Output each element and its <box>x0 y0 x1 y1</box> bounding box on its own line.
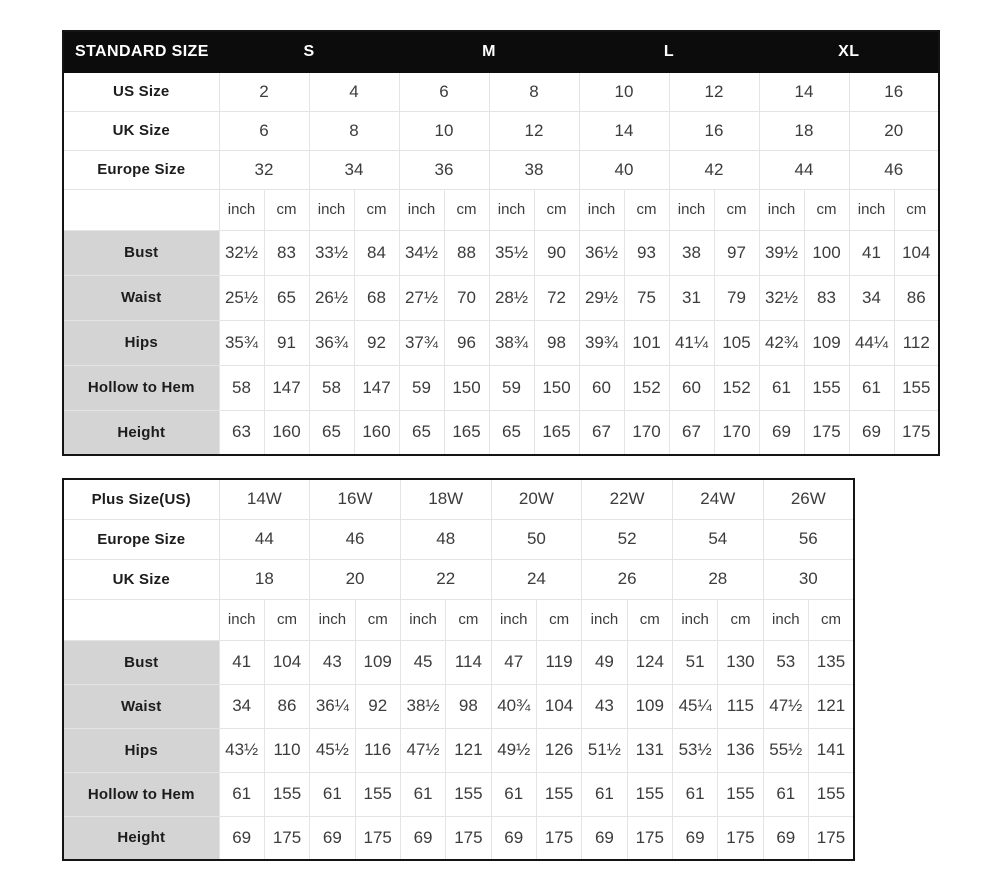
unit-label: inch <box>669 189 714 230</box>
measure-value-cell: 69 <box>759 410 804 455</box>
measure-value-cell: 42¾ <box>759 320 804 365</box>
measure-value-cell: 35½ <box>489 230 534 275</box>
row-label-uk-size: UK Size <box>63 111 219 150</box>
size-value-cell: 44 <box>759 150 849 189</box>
unit-label: inch <box>849 189 894 230</box>
measure-value-cell: 112 <box>894 320 939 365</box>
unit-label: cm <box>355 599 400 640</box>
measure-value-cell: 110 <box>264 728 309 772</box>
measure-value-cell: 97 <box>714 230 759 275</box>
measure-value-cell: 121 <box>446 728 491 772</box>
row-label-europe-size: Europe Size <box>63 519 219 559</box>
size-value-cell: 46 <box>849 150 939 189</box>
measure-value-cell: 59 <box>489 365 534 410</box>
measure-value-cell: 175 <box>446 816 491 860</box>
unit-label: inch <box>672 599 717 640</box>
row-label-height: Height <box>63 816 219 860</box>
unit-label: cm <box>894 189 939 230</box>
row-label-hips: Hips <box>63 728 219 772</box>
unit-label: inch <box>399 189 444 230</box>
measure-value-cell: 130 <box>718 640 763 684</box>
measure-value-cell: 53 <box>763 640 808 684</box>
measure-value-cell: 45 <box>400 640 445 684</box>
table-row <box>63 816 854 860</box>
measure-value-cell: 119 <box>536 640 581 684</box>
measure-value-cell: 150 <box>534 365 579 410</box>
measure-value-cell: 41 <box>219 640 264 684</box>
unit-label: cm <box>718 599 763 640</box>
measure-value-cell: 136 <box>718 728 763 772</box>
measure-value-cell: 65 <box>489 410 534 455</box>
size-group-label-s: S <box>219 31 399 72</box>
measure-value-cell: 69 <box>400 816 445 860</box>
measure-value-cell: 61 <box>582 772 627 816</box>
measure-value-cell: 155 <box>627 772 672 816</box>
plus-size-table <box>62 478 855 861</box>
measure-value-cell: 91 <box>264 320 309 365</box>
measure-value-cell: 28½ <box>489 275 534 320</box>
measure-value-cell: 61 <box>849 365 894 410</box>
measure-value-cell: 93 <box>624 230 669 275</box>
size-value-cell: 10 <box>579 72 669 111</box>
row-label-hollow-to-hem: Hollow to Hem <box>63 772 219 816</box>
size-value-cell: 16W <box>310 479 401 519</box>
measure-value-cell: 47½ <box>763 684 808 728</box>
measure-value-cell: 68 <box>354 275 399 320</box>
unit-label: cm <box>264 189 309 230</box>
unit-label: cm <box>444 189 489 230</box>
measure-value-cell: 34½ <box>399 230 444 275</box>
measure-value-cell: 92 <box>354 320 399 365</box>
size-value-cell: 28 <box>672 559 763 599</box>
row-label-europe-size: Europe Size <box>63 150 219 189</box>
unit-label: cm <box>714 189 759 230</box>
table-row <box>63 519 854 559</box>
size-value-cell: 36 <box>399 150 489 189</box>
row-label-waist: Waist <box>63 684 219 728</box>
measure-value-cell: 175 <box>627 816 672 860</box>
table-row <box>63 72 939 111</box>
unit-row-empty-cell <box>63 189 219 230</box>
measure-value-cell: 104 <box>264 640 309 684</box>
measure-value-cell: 170 <box>714 410 759 455</box>
measure-value-cell: 58 <box>309 365 354 410</box>
measure-value-cell: 175 <box>355 816 400 860</box>
table-row <box>63 772 854 816</box>
table-row <box>63 275 939 320</box>
measure-value-cell: 79 <box>714 275 759 320</box>
measure-value-cell: 63 <box>219 410 264 455</box>
unit-label: inch <box>309 189 354 230</box>
measure-value-cell: 39½ <box>759 230 804 275</box>
table-row <box>63 728 854 772</box>
measure-value-cell: 155 <box>446 772 491 816</box>
measure-value-cell: 155 <box>355 772 400 816</box>
measure-value-cell: 36¼ <box>310 684 355 728</box>
measure-value-cell: 115 <box>718 684 763 728</box>
size-value-cell: 48 <box>400 519 491 559</box>
size-value-cell: 18W <box>400 479 491 519</box>
row-label-height: Height <box>63 410 219 455</box>
size-group-label-xl: XL <box>759 31 939 72</box>
size-value-cell: 12 <box>669 72 759 111</box>
size-value-cell: 16 <box>849 72 939 111</box>
table-row <box>63 640 854 684</box>
unit-row-empty-cell <box>63 599 219 640</box>
measure-value-cell: 165 <box>444 410 489 455</box>
size-value-cell: 14W <box>219 479 310 519</box>
unit-label: inch <box>579 189 624 230</box>
measure-value-cell: 70 <box>444 275 489 320</box>
measure-value-cell: 51½ <box>582 728 627 772</box>
row-label-plus-size-us: Plus Size(US) <box>63 479 219 519</box>
size-value-cell: 50 <box>491 519 582 559</box>
measure-value-cell: 69 <box>672 816 717 860</box>
table-row <box>63 599 854 640</box>
size-value-cell: 14 <box>759 72 849 111</box>
measure-value-cell: 83 <box>264 230 309 275</box>
unit-label: cm <box>446 599 491 640</box>
measure-value-cell: 98 <box>534 320 579 365</box>
size-value-cell: 42 <box>669 150 759 189</box>
size-value-cell: 10 <box>399 111 489 150</box>
size-value-cell: 18 <box>219 559 310 599</box>
size-value-cell: 20 <box>849 111 939 150</box>
table-row <box>63 365 939 410</box>
size-value-cell: 16 <box>669 111 759 150</box>
measure-value-cell: 49 <box>582 640 627 684</box>
unit-label: cm <box>264 599 309 640</box>
measure-value-cell: 83 <box>804 275 849 320</box>
measure-value-cell: 175 <box>894 410 939 455</box>
measure-value-cell: 104 <box>894 230 939 275</box>
size-value-cell: 38 <box>489 150 579 189</box>
measure-value-cell: 45¼ <box>672 684 717 728</box>
measure-value-cell: 90 <box>534 230 579 275</box>
measure-value-cell: 69 <box>310 816 355 860</box>
measure-value-cell: 121 <box>808 684 854 728</box>
table-row <box>63 559 854 599</box>
measure-value-cell: 100 <box>804 230 849 275</box>
measure-value-cell: 147 <box>264 365 309 410</box>
measure-value-cell: 170 <box>624 410 669 455</box>
table-row <box>63 410 939 455</box>
size-value-cell: 34 <box>309 150 399 189</box>
size-value-cell: 20W <box>491 479 582 519</box>
size-value-cell: 24W <box>672 479 763 519</box>
measure-value-cell: 69 <box>491 816 536 860</box>
measure-value-cell: 155 <box>718 772 763 816</box>
unit-label: cm <box>534 189 579 230</box>
unit-label: inch <box>582 599 627 640</box>
measure-value-cell: 26½ <box>309 275 354 320</box>
unit-label: inch <box>763 599 808 640</box>
measure-value-cell: 33½ <box>309 230 354 275</box>
measure-value-cell: 53½ <box>672 728 717 772</box>
measure-value-cell: 114 <box>446 640 491 684</box>
measure-value-cell: 43 <box>582 684 627 728</box>
measure-value-cell: 35¾ <box>219 320 264 365</box>
measure-value-cell: 88 <box>444 230 489 275</box>
size-value-cell: 4 <box>309 72 399 111</box>
size-value-cell: 8 <box>309 111 399 150</box>
measure-value-cell: 155 <box>808 772 854 816</box>
measure-value-cell: 43 <box>310 640 355 684</box>
measure-value-cell: 61 <box>672 772 717 816</box>
measure-value-cell: 109 <box>627 684 672 728</box>
unit-label: inch <box>219 599 264 640</box>
size-value-cell: 32 <box>219 150 309 189</box>
measure-value-cell: 152 <box>714 365 759 410</box>
measure-value-cell: 131 <box>627 728 672 772</box>
size-value-cell: 44 <box>219 519 310 559</box>
unit-label: cm <box>624 189 669 230</box>
measure-value-cell: 175 <box>536 816 581 860</box>
measure-value-cell: 175 <box>264 816 309 860</box>
table-row <box>63 684 854 728</box>
unit-label: cm <box>808 599 854 640</box>
size-group-label-m: M <box>399 31 579 72</box>
measure-value-cell: 155 <box>804 365 849 410</box>
size-value-cell: 14 <box>579 111 669 150</box>
size-value-cell: 18 <box>759 111 849 150</box>
unit-label: inch <box>400 599 445 640</box>
size-value-cell: 6 <box>399 72 489 111</box>
measure-value-cell: 101 <box>624 320 669 365</box>
measure-value-cell: 155 <box>536 772 581 816</box>
measure-value-cell: 45½ <box>310 728 355 772</box>
measure-value-cell: 109 <box>355 640 400 684</box>
size-value-cell: 26 <box>582 559 673 599</box>
measure-value-cell: 69 <box>763 816 808 860</box>
measure-value-cell: 61 <box>400 772 445 816</box>
measure-value-cell: 55½ <box>763 728 808 772</box>
row-label-bust: Bust <box>63 640 219 684</box>
measure-value-cell: 65 <box>309 410 354 455</box>
table-row <box>63 320 939 365</box>
measure-value-cell: 160 <box>354 410 399 455</box>
measure-value-cell: 175 <box>718 816 763 860</box>
measure-value-cell: 116 <box>355 728 400 772</box>
measure-value-cell: 105 <box>714 320 759 365</box>
size-value-cell: 54 <box>672 519 763 559</box>
measure-value-cell: 58 <box>219 365 264 410</box>
row-label-waist: Waist <box>63 275 219 320</box>
measure-value-cell: 25½ <box>219 275 264 320</box>
measure-value-cell: 165 <box>534 410 579 455</box>
size-value-cell: 20 <box>310 559 401 599</box>
measure-value-cell: 67 <box>579 410 624 455</box>
measure-value-cell: 60 <box>669 365 714 410</box>
measure-value-cell: 61 <box>763 772 808 816</box>
unit-label: inch <box>489 189 534 230</box>
size-value-cell: 24 <box>491 559 582 599</box>
measure-value-cell: 61 <box>310 772 355 816</box>
measure-value-cell: 47 <box>491 640 536 684</box>
table-row <box>63 150 939 189</box>
measure-value-cell: 155 <box>894 365 939 410</box>
measure-value-cell: 109 <box>804 320 849 365</box>
measure-value-cell: 61 <box>491 772 536 816</box>
size-value-cell: 22W <box>582 479 673 519</box>
measure-value-cell: 36¾ <box>309 320 354 365</box>
row-label-bust: Bust <box>63 230 219 275</box>
measure-value-cell: 59 <box>399 365 444 410</box>
measure-value-cell: 36½ <box>579 230 624 275</box>
size-value-cell: 2 <box>219 72 309 111</box>
measure-value-cell: 61 <box>219 772 264 816</box>
size-value-cell: 52 <box>582 519 673 559</box>
unit-label: cm <box>536 599 581 640</box>
size-group-label-l: L <box>579 31 759 72</box>
measure-value-cell: 124 <box>627 640 672 684</box>
table-row <box>63 479 854 519</box>
measure-value-cell: 38¾ <box>489 320 534 365</box>
measure-value-cell: 41 <box>849 230 894 275</box>
measure-value-cell: 98 <box>446 684 491 728</box>
size-value-cell: 46 <box>310 519 401 559</box>
measure-value-cell: 72 <box>534 275 579 320</box>
measure-value-cell: 51 <box>672 640 717 684</box>
measure-value-cell: 65 <box>399 410 444 455</box>
measure-value-cell: 49½ <box>491 728 536 772</box>
measure-value-cell: 67 <box>669 410 714 455</box>
measure-value-cell: 61 <box>759 365 804 410</box>
measure-value-cell: 44¼ <box>849 320 894 365</box>
measure-value-cell: 175 <box>808 816 854 860</box>
measure-value-cell: 141 <box>808 728 854 772</box>
measure-value-cell: 69 <box>582 816 627 860</box>
measure-value-cell: 175 <box>804 410 849 455</box>
measure-value-cell: 86 <box>894 275 939 320</box>
measure-value-cell: 160 <box>264 410 309 455</box>
size-value-cell: 30 <box>763 559 854 599</box>
unit-label: cm <box>804 189 849 230</box>
size-value-cell: 6 <box>219 111 309 150</box>
size-value-cell: 12 <box>489 111 579 150</box>
table-row <box>63 230 939 275</box>
measure-value-cell: 69 <box>219 816 264 860</box>
measure-value-cell: 126 <box>536 728 581 772</box>
measure-value-cell: 38 <box>669 230 714 275</box>
row-label-uk-size: UK Size <box>63 559 219 599</box>
measure-value-cell: 147 <box>354 365 399 410</box>
measure-value-cell: 32½ <box>759 275 804 320</box>
measure-value-cell: 92 <box>355 684 400 728</box>
measure-value-cell: 84 <box>354 230 399 275</box>
measure-value-cell: 39¾ <box>579 320 624 365</box>
unit-label: cm <box>354 189 399 230</box>
measure-value-cell: 152 <box>624 365 669 410</box>
table-title: STANDARD SIZE <box>63 31 219 72</box>
measure-value-cell: 104 <box>536 684 581 728</box>
measure-value-cell: 34 <box>219 684 264 728</box>
measure-value-cell: 135 <box>808 640 854 684</box>
size-value-cell: 40 <box>579 150 669 189</box>
measure-value-cell: 32½ <box>219 230 264 275</box>
measure-value-cell: 60 <box>579 365 624 410</box>
measure-value-cell: 96 <box>444 320 489 365</box>
standard-size-table <box>62 30 940 456</box>
unit-label: inch <box>219 189 264 230</box>
unit-label: inch <box>310 599 355 640</box>
measure-value-cell: 34 <box>849 275 894 320</box>
row-label-hips: Hips <box>63 320 219 365</box>
table-row <box>63 111 939 150</box>
unit-label: inch <box>491 599 536 640</box>
unit-label: cm <box>627 599 672 640</box>
measure-value-cell: 86 <box>264 684 309 728</box>
unit-label: inch <box>759 189 804 230</box>
table-row <box>63 189 939 230</box>
size-value-cell: 8 <box>489 72 579 111</box>
measure-value-cell: 29½ <box>579 275 624 320</box>
measure-value-cell: 31 <box>669 275 714 320</box>
measure-value-cell: 69 <box>849 410 894 455</box>
size-value-cell: 56 <box>763 519 854 559</box>
size-value-cell: 26W <box>763 479 854 519</box>
measure-value-cell: 75 <box>624 275 669 320</box>
measure-value-cell: 38½ <box>400 684 445 728</box>
size-value-cell: 22 <box>400 559 491 599</box>
measure-value-cell: 37¾ <box>399 320 444 365</box>
measure-value-cell: 40¾ <box>491 684 536 728</box>
row-label-us-size: US Size <box>63 72 219 111</box>
row-label-hollow-to-hem: Hollow to Hem <box>63 365 219 410</box>
measure-value-cell: 65 <box>264 275 309 320</box>
measure-value-cell: 43½ <box>219 728 264 772</box>
measure-value-cell: 155 <box>264 772 309 816</box>
measure-value-cell: 150 <box>444 365 489 410</box>
measure-value-cell: 27½ <box>399 275 444 320</box>
measure-value-cell: 41¼ <box>669 320 714 365</box>
measure-value-cell: 47½ <box>400 728 445 772</box>
